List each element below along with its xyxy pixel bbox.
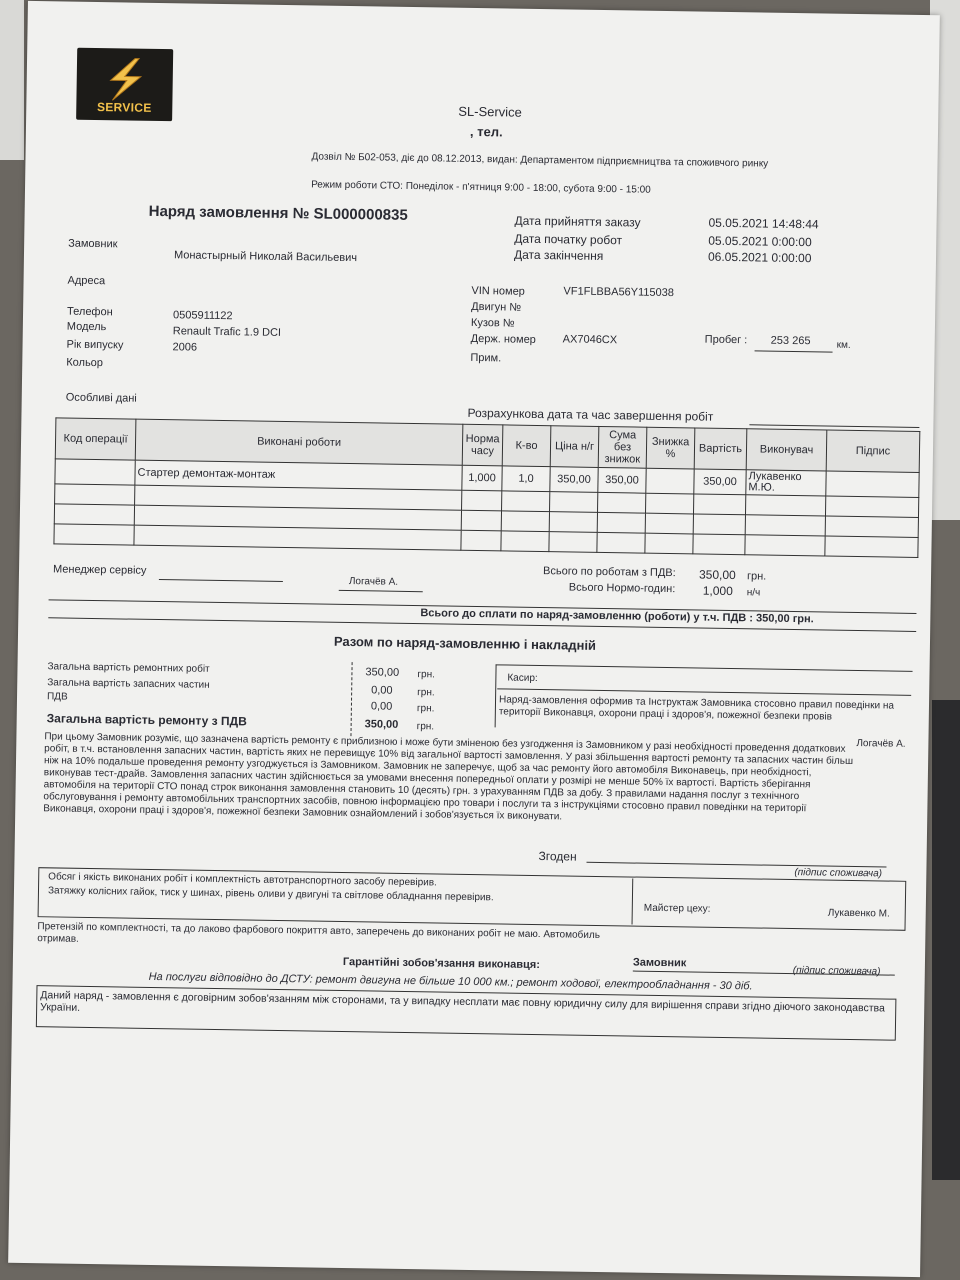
instruction-text: Наряд-замовлення оформив та Інструктаж Замовника стосовно правил поведінки на території Виконавця, охорони праці і здоров'я, пожежної безпеки провів [498,694,895,723]
cell-cost: 350,00 [694,469,746,495]
manager-sign-line [159,579,283,582]
works-total-label: Всього по роботам з ПДВ: [542,565,676,580]
col-qty: К-во [502,425,551,467]
address-label: Адреса [67,274,106,288]
company-name: SL-Service [458,103,522,120]
client-label: Замовник [68,237,118,251]
terms-text: При цьому Замовник розуміє, що зазначена вартість ремонту є приблизною і може бути зміненою без узгодження із Замовником у разі необхідності проведення додаткових робіт, в т.ч. встановлення запасних частин, вартість яких не перевищує 10% від загальної вартості замовлення. У разі збільшення вартості ремонту та запасних частин більш ніж на 10% подальше проведення ремонту узгоджується із Замовником. Замовник не заперечує, щоб за час ремонту його автомобіля Виконавець, при необхідності, виконував тест-драйв. Замовлення запасних частин здійснюється за умовами внесення попередньої оплати у розмірі не менше 50% їх вартості. Вартість зберігання автомобіля на території СТО понад строк виконання замовлення становить 10 (десять) грн. з урахуванням ПДВ за добу. З правилами надання послуг з технічного обслуговування і ремонту автомобільних транспортних засобів, повною інформацією про товари і послуги та з інструкціями стосовно правил поведінки на території Виконавця, охорони праці і здоров'я, пожежної безпеки Замовник ознайомлений і зобов'язується їх виконувати. [43,731,854,823]
agree-label: Згоден [538,849,577,864]
date-end: 06.05.2021 0:00:00 [707,249,812,266]
total-repair-currency: грн. [416,721,435,733]
client-name: Монастырный Николай Васильевич [173,249,358,265]
cell-sign [826,471,919,497]
cashier-label: Касир: [507,672,538,685]
parts-cost-label: Загальна вартість запасних частин [47,677,210,691]
manager-name-line [339,590,423,592]
total-repair-label: Загальна вартість ремонту з ПДВ [46,711,247,729]
vat-currency: грн. [416,703,435,715]
license-line: Дозвіл № Б02-053, діє до 08.12.2013, видан: Департаментом підприємництва та споживчого ринку [311,151,769,170]
engine-label: Двигун № [471,300,522,314]
cell-price: 350,00 [550,467,598,493]
quality-line2: Затяжку колісних гайок, тиск у шинах, рівень оливи у двигуні та світлове обладнання перевірив. [47,885,494,904]
phone-value: 0505911122 [172,309,233,323]
works-table [53,417,920,558]
col-norm: Норма часу [462,424,503,466]
estimated-completion-label: Розрахункова дата та час завершення робіт [467,405,714,424]
instructor-name: Логачёв А. [856,738,906,750]
col-price: Ціна н/г [550,426,599,468]
repair-cost-value: 350,00 [365,666,400,679]
warranty-title: Гарантійні зобов'язання виконавця: [342,955,541,972]
order-title: Наряд замовлення № SL000000835 [148,202,408,224]
plate-value: AX7046CX [562,333,618,347]
works-total-value: 350,00 [698,567,736,583]
client-sign-hint: (підпис споживача) [792,965,881,978]
cell-work: Стартер демонтаж-монтаж [135,460,462,490]
norm-hours-value: 1,000 [702,583,733,599]
norm-hours-label: Всього Нормо-годин: [568,581,676,596]
body-label: Кузов № [470,316,515,330]
vin-label: VIN номер [471,284,525,298]
col-performer: Виконувач [746,429,827,471]
to-pay-total: Всього до сплати по наряд-замовленню (роботи) у т.ч. ПДВ : 350,00 грн. [420,607,814,626]
mileage-unit: км. [836,339,851,351]
col-discount: Знижка % [646,427,695,469]
plate-label: Держ. номер [470,332,536,346]
agree-sign-hint: (підпис споживача) [794,867,883,880]
master-label: Майстер цеху: [643,902,711,915]
estimated-completion-line [749,424,919,428]
summary-title: Разом по наряд-замовленню і накладній [333,633,597,653]
claims-text: Претензій по комплектності, та до лаково фарбового покриття авто, заперечень до виконаних робіт не маю. Автомобиль отримав. [37,921,601,945]
parts-cost-currency: грн. [417,687,435,699]
cell-sum: 350,00 [598,467,646,493]
norm-hours-unit: н/ч [746,587,761,599]
legal-text: Даний наряд - замовлення є договірним зобов'язанням між сторонами, та у випадку несплати має повну юридичну силу для вирішення справи згідно діючого законодавства України. [40,989,885,1015]
col-sum: Сума без знижок [598,426,647,468]
master-name: Лукавенко М. [827,907,890,920]
vat-label: ПДВ [46,691,68,703]
total-repair-value: 350,00 [364,718,399,731]
background-paper-left [0,0,24,160]
vat-value: 0,00 [370,700,393,713]
cell-discount [646,468,694,494]
col-code: Код операції [55,418,136,460]
repair-cost-currency: грн. [417,669,436,681]
year-value: 2006 [172,341,198,354]
order-sheet [8,1,940,1277]
col-work: Виконані роботи [135,419,463,465]
working-hours: Режим роботи СТО: Понеділок - п'ятниця 9:00 - 18:00, субота 9:00 - 15:00 [311,179,651,196]
note-label: Прим. [470,351,502,365]
model-label: Модель [66,320,107,334]
summary-dashed-divider [350,662,352,736]
date-accepted: 05.05.2021 14:48:44 [708,215,819,232]
mileage-value: 253 265 [770,334,811,348]
warranty-text: На послуги відповідно до ДСТУ: ремонт двигуна не більше 10 000 км.; ремонт ходової, електрообладнання - 30 діб. [148,970,753,993]
cell-norm: 1,000 [462,465,502,491]
year-label: Рік випуску [66,338,124,352]
quality-line1: Обсяг і якість виконаних робіт і комплектність автотранспортного засобу перевірив. [48,871,437,889]
mileage-underline [755,350,833,352]
color-label: Кольор [66,356,104,370]
date-start: 05.05.2021 0:00:00 [708,233,812,250]
logo-text: SERVICE [96,100,152,115]
cell-code [55,459,135,485]
model-value: Renault Trafic 1.9 DCI [172,325,282,339]
vin-value: VF1FLBBA56Y115038 [563,285,675,300]
col-cost: Вартість [694,428,747,470]
agree-sign-line [586,862,886,868]
col-sign: Підпис [826,430,920,472]
client-sign-label: Замовник [632,956,687,970]
manager-name: Логачёв А. [348,576,399,588]
cell-qty: 1,0 [502,466,550,492]
works-total-unit: грн. [746,570,767,583]
cell-performer: Лукавенко М.Ю. [746,470,826,496]
date-accepted-label: Дата прийняття заказу [514,213,641,230]
phone-label: Телефон [66,305,113,319]
background-binder [932,700,960,1180]
service-logo [76,48,173,121]
manager-label: Менеджер сервісу [52,563,147,577]
mileage-label: Пробег : [704,333,748,347]
special-label: Особливі дані [65,391,137,405]
date-start-label: Дата початку робот [514,231,623,248]
parts-cost-value: 0,00 [371,684,393,697]
date-end-label: Дата закінчення [513,247,604,263]
company-phone: , тел. [469,123,503,140]
repair-cost-label: Загальна вартість ремонтних робіт [47,661,210,675]
